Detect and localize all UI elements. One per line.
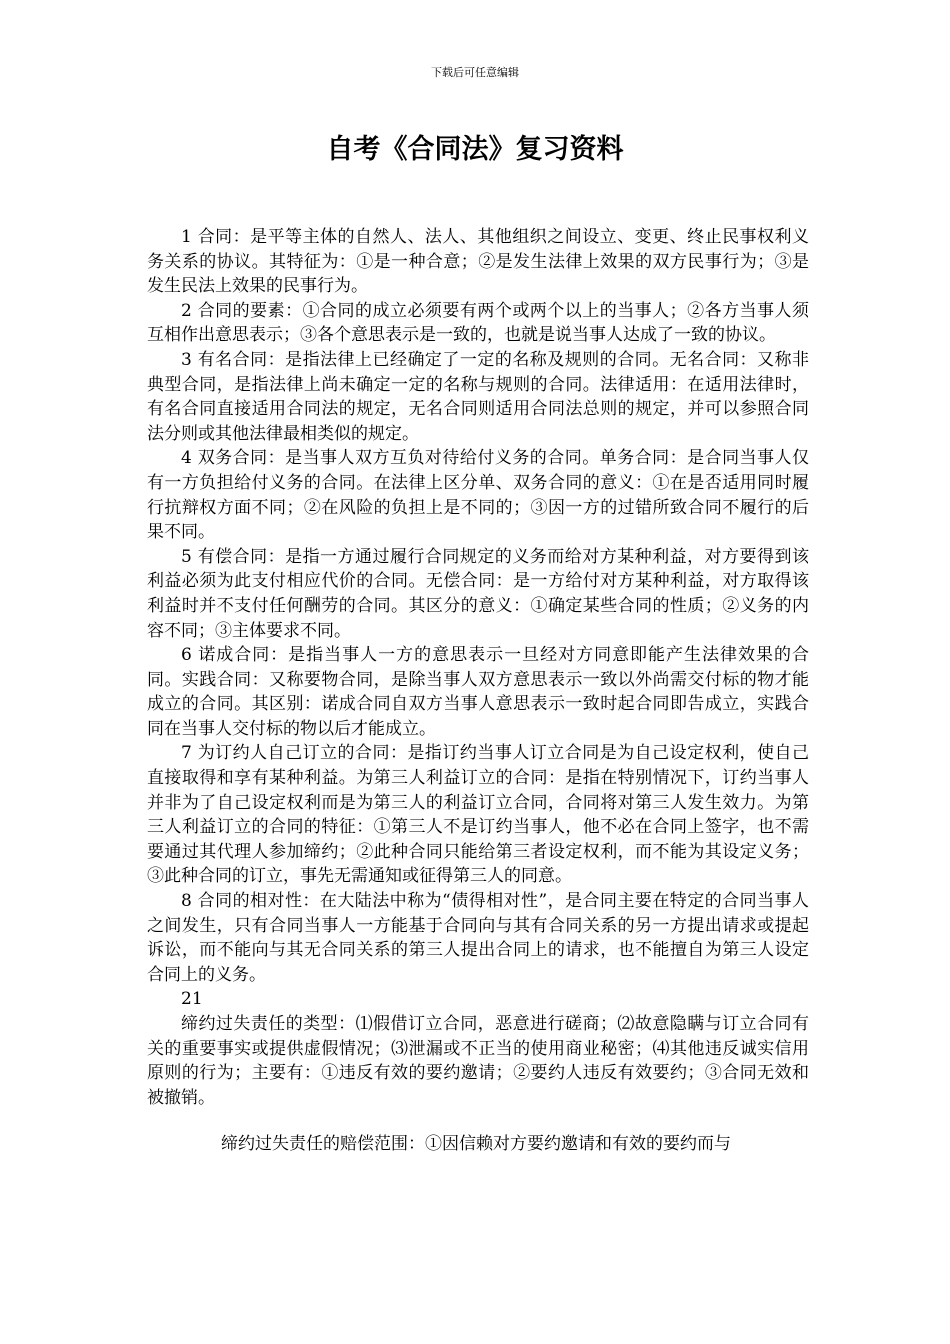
paragraph-third-party-contract: 7 为订约人自己订立的合同：是指订约当事人订立合同是为自己设定权利，使自己直接取得和享有某种利益。为第三人利益订立的合同：是指在特别情况下，订约当事人并非为了自己设定权利而是为第三人的利益订立合同，合同将对第三人发生效力。为第三人利益订立的合同的特征：①第三人不是订约当事人，他不必在合同上签字，也不需要通过其代理人参加缔约；②此种合同只能给第三者设定权利，而不能为其设定义务；③此种合同的订立，事先无需通知或征得第三人的同意。 <box>147 743 809 887</box>
paragraph-precontract-liability-scope: 缔约过失责任的赔偿范围：①因信赖对方要约邀请和有效的要约而与 <box>221 1134 731 1155</box>
paragraph-consensual-contract: 6 诺成合同：是指当事人一方的意思表示一旦经对方同意即能产生法律效果的合同。实践合同：又称要物合同，是除当事人双方意思表示一致以外尚需交付标的物才能成立的合同。其区别：诺成合同自双方当事人意思表示一致时起合同即告成立，实践合同在当事人交付标的物以后才能成立。 <box>147 645 809 739</box>
paragraph-onerous-contract: 5 有偿合同：是指一方通过履行合同规定的义务而给对方某种利益，对方要得到该利益必须为此支付相应代价的合同。无偿合同：是一方给付对方某种利益，对方取得该利益时并不支付任何酬劳的合同。其区分的意义：①确定某些合同的性质；②义务的内容不同；③主体要求不同。 <box>147 546 809 641</box>
document-title: 自考《合同法》复习资料 <box>326 134 624 165</box>
paragraph-bilateral-contract: 4 双务合同：是当事人双方互负对待给付义务的合同。单务合同：是合同当事人仅有一方负担给付义务的合同。在法律上区分单、双务合同的意义：①在是否适用同时履行抗辩权方面不同；②在风险的负担上是不同的；③因一方的过错所致合同不履行的后果不同。 <box>147 448 809 543</box>
document-body <box>147 225 809 1157</box>
paragraph-contract-definition: 1 合同：是平等主体的自然人、法人、其他组织之间设立、变更、终止民事权利义务关系的协议。其特征为：①是一种合意；②是发生法律上效果的双方民事行为；③是发生民法上效果的民事行为。 <box>147 227 809 297</box>
paragraph-named-contract: 3 有名合同：是指法律上已经确定了一定的名称及规则的合同。无名合同：又称非典型合同，是指法律上尚未确定一定的名称与规则的合同。法律适用：在适用法律时，有名合同直接适用合同法的规定，无名合同则适用合同法总则的规定，并可以参照合同法分则或其他法律最相类似的规定。 <box>147 349 809 444</box>
paragraph-precontract-liability-types: 缔约过失责任的类型：⑴假借订立合同，恶意进行磋商；⑵故意隐瞒与订立合同有关的重要事实或提供虚假情况；⑶泄漏或不正当的使用商业秘密；⑷其他违反诚实信用原则的行为；主要有：①违反有效的要约邀请；②要约人违反有效要约；③合同无效和被撤销。 <box>147 1014 809 1108</box>
paragraph-contract-relativity: 8 合同的相对性：在大陆法中称为“债得相对性”，是合同主要在特定的合同当事人之间发生，只有合同当事人一方能基于合同向与其有合同关系的另一方提出请求或提起诉讼，而不能向与其无合同关系的第三人提出合同上的请求，也不能擅自为第三人设定合同上的义务。 <box>147 891 809 985</box>
paragraph-number: 21 <box>181 989 203 1010</box>
paragraph-contract-elements: 2 合同的要素：①合同的成立必须要有两个或两个以上的当事人；②各方当事人须互相作出意思表示；③各个意思表示是一致的，也就是说当事人达成了一致的协议。 <box>147 300 809 346</box>
header-note: 下载后可任意编辑 <box>431 66 519 79</box>
